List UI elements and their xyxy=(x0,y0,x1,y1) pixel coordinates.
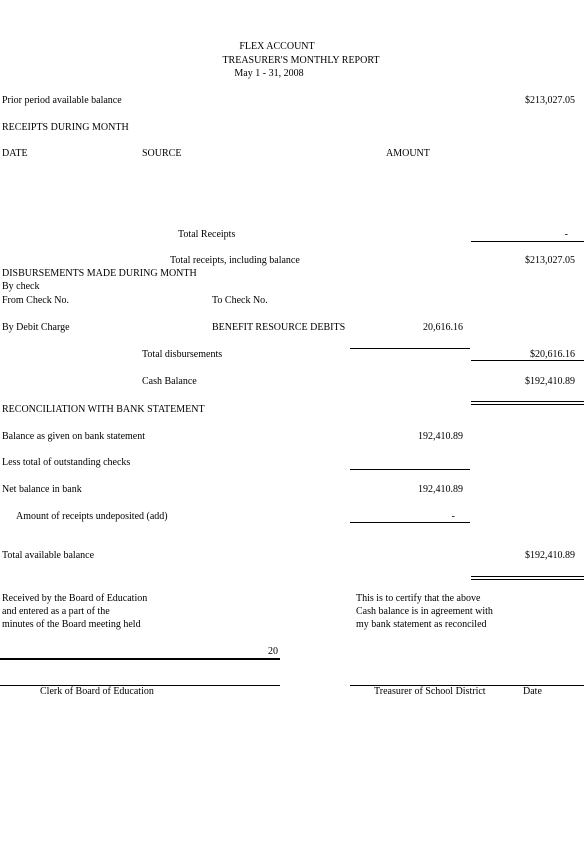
board-meeting-date-line xyxy=(0,658,280,660)
board-text-line3: minutes of the Board meeting held xyxy=(2,619,141,630)
treasurer-label: Treasurer of School District xyxy=(374,686,486,697)
total-receipts-rule xyxy=(471,241,584,242)
debit-amount: 20,616.16 xyxy=(423,322,463,333)
outstanding-checks-label: Less total of outstanding checks xyxy=(2,457,131,468)
reconciliation-section-title: RECONCILIATION WITH BANK STATEMENT xyxy=(2,404,205,415)
total-incl-balance-value: $213,027.05 xyxy=(525,255,575,266)
prior-balance-label: Prior period available balance xyxy=(2,95,122,106)
date-label: Date xyxy=(523,686,542,697)
undeposited-value: - xyxy=(451,511,455,522)
board-text-line1: Received by the Board of Education xyxy=(2,593,148,604)
cash-balance-double-rule xyxy=(471,401,584,405)
by-debit-label: By Debit Charge xyxy=(2,322,70,333)
total-disbursements-label: Total disbursements xyxy=(142,349,223,360)
col-amount-header: AMOUNT xyxy=(386,148,430,159)
undeposited-label: Amount of receipts undeposited (add) xyxy=(16,511,168,522)
total-receipts-label: Total Receipts xyxy=(178,229,236,240)
undeposited-rule xyxy=(350,522,470,523)
debit-description: BENEFIT RESOURCE DEBITS xyxy=(212,322,346,333)
cert-text-line2: Cash balance is in agreement with xyxy=(356,606,493,617)
col-source-header: SOURCE xyxy=(142,148,182,159)
report-title: FLEX ACCOUNT xyxy=(239,41,315,52)
cert-text-line3: my bank statement as reconciled xyxy=(356,619,487,630)
prior-balance-value: $213,027.05 xyxy=(525,95,575,106)
total-disbursements-value: $20,616.16 xyxy=(530,349,575,360)
cash-balance-value: $192,410.89 xyxy=(525,376,575,387)
debit-amount-rule xyxy=(350,348,470,349)
cert-text-line1: This is to certify that the above xyxy=(356,593,481,604)
disbursements-section-title: DISBURSEMENTS MADE DURING MONTH xyxy=(2,268,197,279)
receipts-section-title: RECEIPTS DURING MONTH xyxy=(2,122,129,133)
report-period: May 1 - 31, 2008 xyxy=(234,68,304,79)
cash-balance-label: Cash Balance xyxy=(142,376,197,387)
total-available-value: $192,410.89 xyxy=(525,550,575,561)
by-check-label: By check xyxy=(2,281,40,292)
total-available-label: Total available balance xyxy=(2,550,95,561)
net-balance-value: 192,410.89 xyxy=(418,484,463,495)
from-check-label: From Check No. xyxy=(2,295,69,306)
bank-statement-value: 192,410.89 xyxy=(418,431,463,442)
board-text-line2: and entered as a part of the xyxy=(2,606,110,617)
col-date-header: DATE xyxy=(2,148,28,159)
bank-statement-label: Balance as given on bank statement xyxy=(2,431,146,442)
total-disbursements-rule xyxy=(471,360,584,361)
total-incl-balance-label: Total receipts, including balance xyxy=(170,255,300,266)
to-check-label: To Check No. xyxy=(212,295,268,306)
report-subtitle: TREASURER'S MONTHLY REPORT xyxy=(222,55,380,66)
net-balance-label: Net balance in bank xyxy=(2,484,82,495)
total-receipts-value: - xyxy=(564,229,568,240)
total-available-double-rule xyxy=(471,576,584,580)
clerk-label: Clerk of Board of Education xyxy=(40,686,154,697)
outstanding-checks-rule xyxy=(350,469,470,470)
year-prefix: 20 xyxy=(268,646,278,657)
